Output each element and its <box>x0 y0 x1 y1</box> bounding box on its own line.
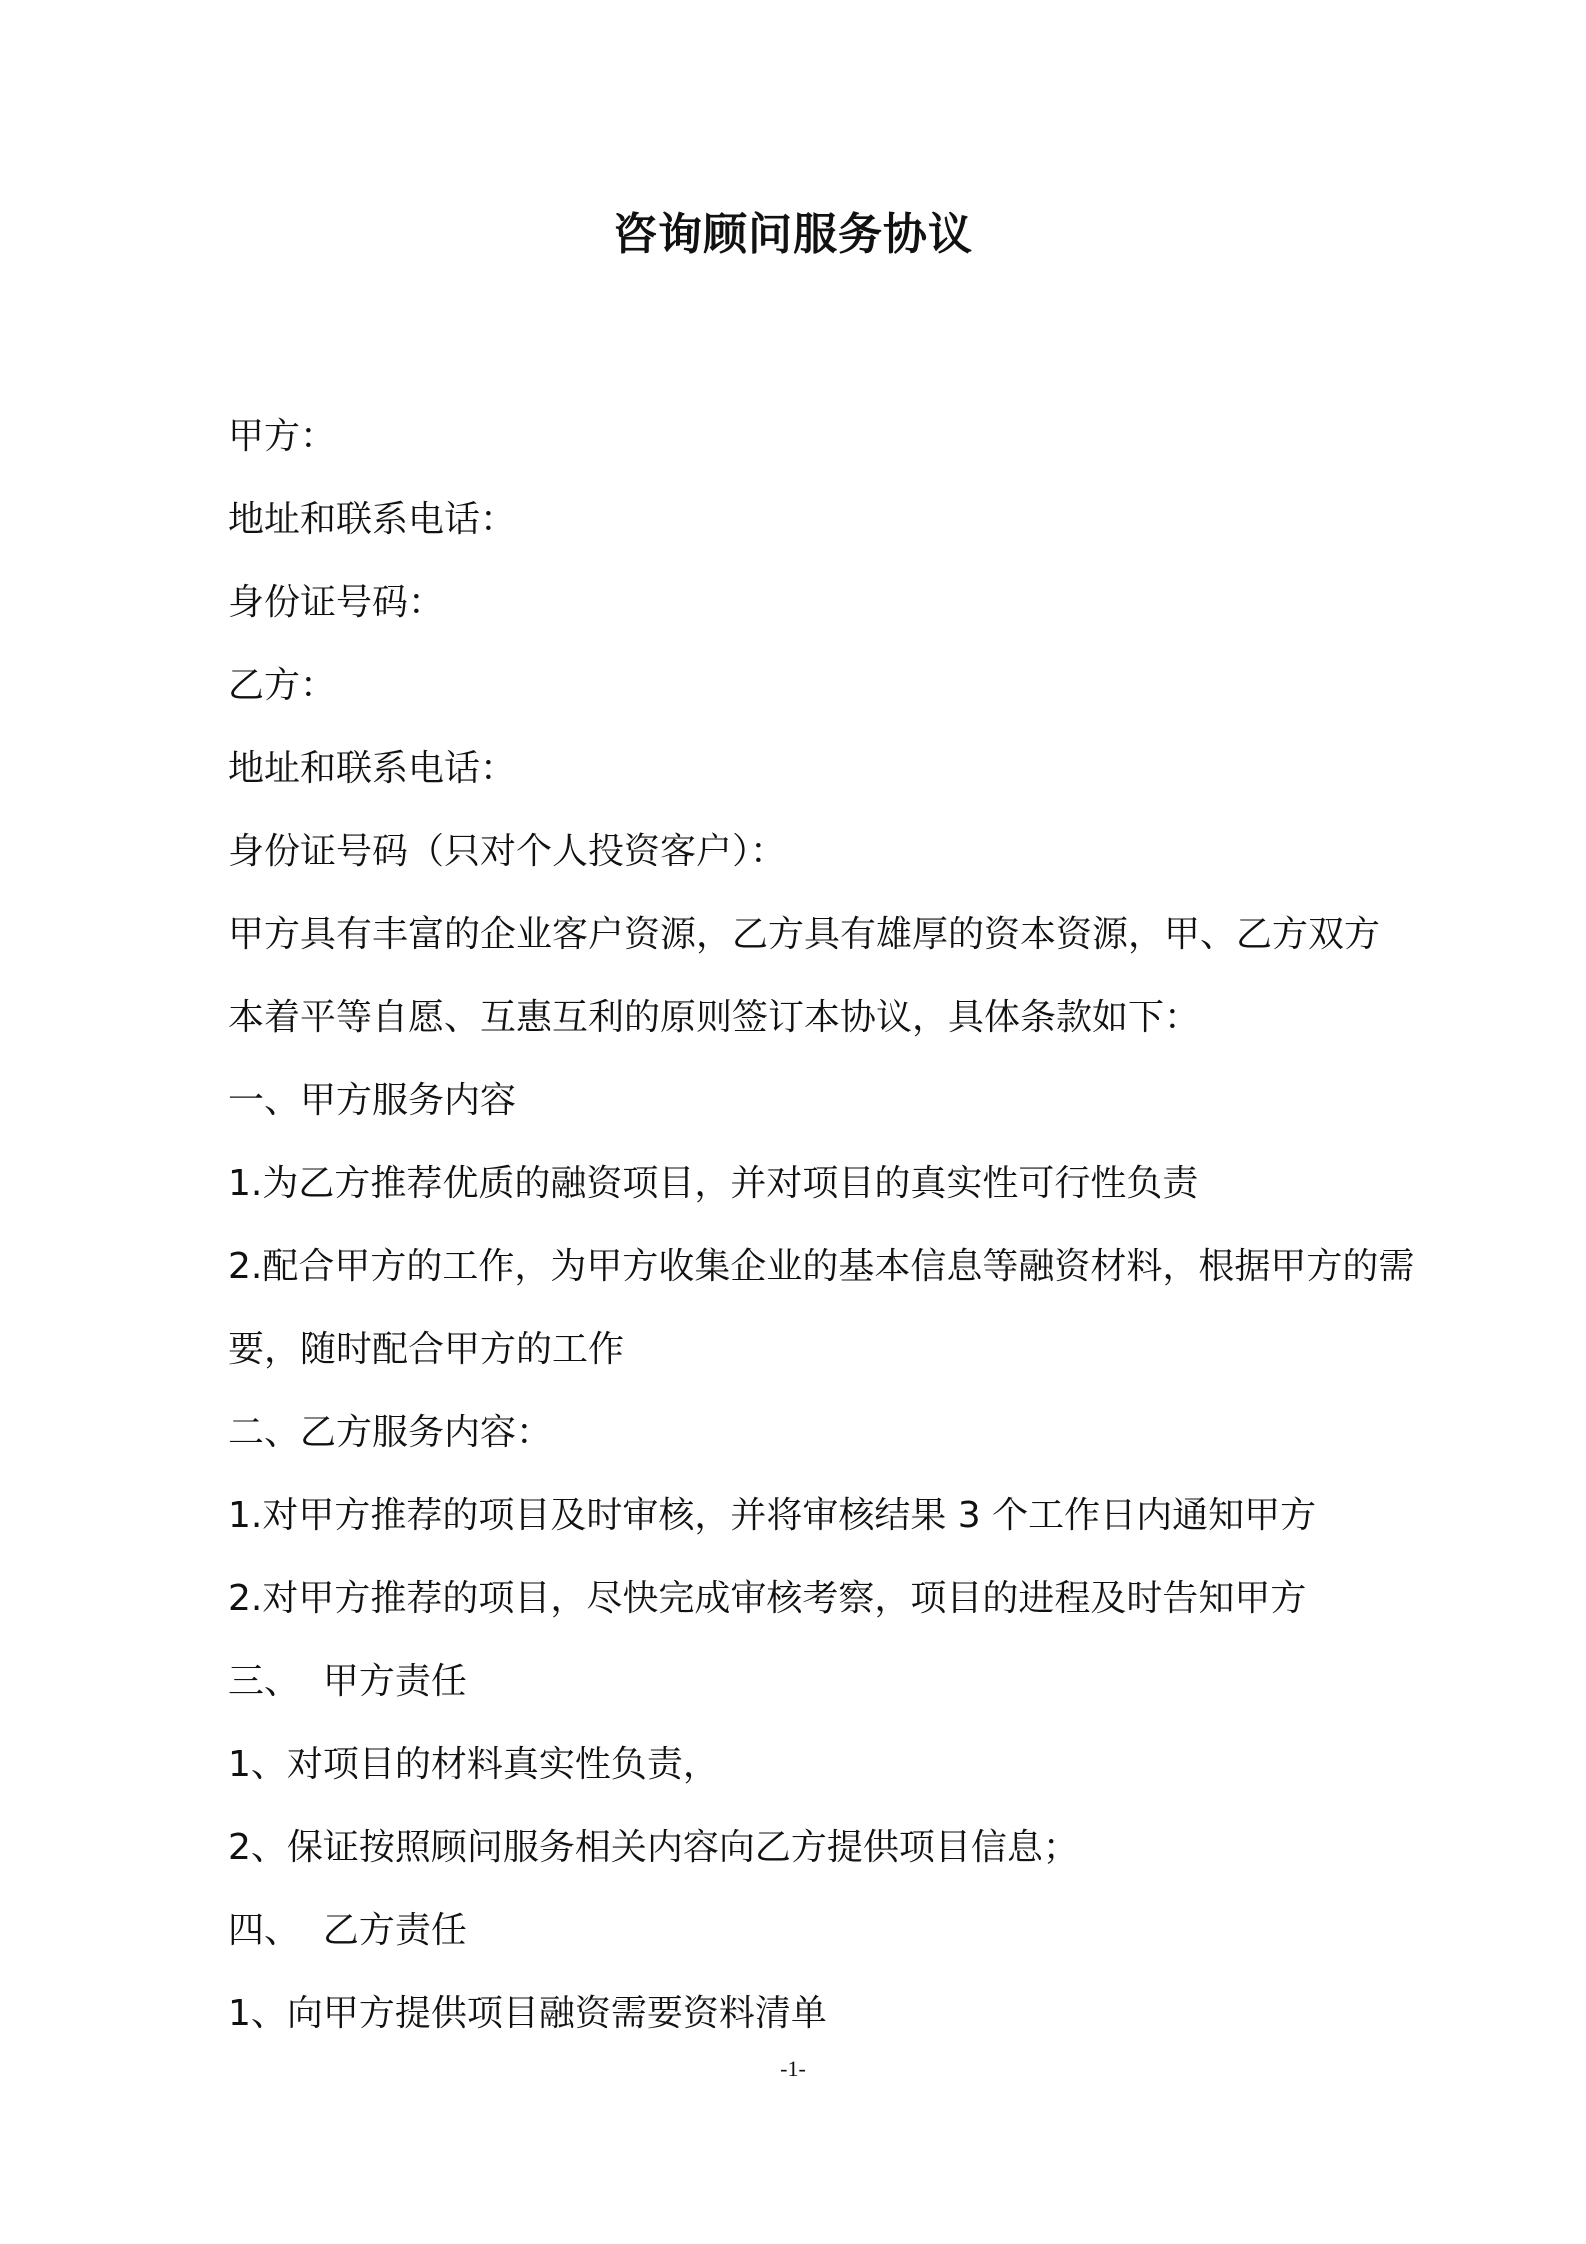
intro-paragraph-line: 本着平等自愿、互惠互利的原则签订本协议，具体条款如下： <box>228 997 1201 1038</box>
clause-line: 1.为乙方推荐优质的融资项目，并对项目的真实性可行性负责 <box>228 1163 1199 1204</box>
section-heading: 三、 甲方责任 <box>228 1661 467 1702</box>
clause-line: 1、对项目的材料真实性负责， <box>228 1744 719 1785</box>
intro-paragraph-line: 甲方具有丰富的企业客户资源，乙方具有雄厚的资本资源，甲、乙方双方 <box>228 914 1381 955</box>
section-heading: 一、甲方服务内容 <box>228 1080 517 1121</box>
clause-line: 2.对甲方推荐的项目，尽快完成审核考察，项目的进程及时告知甲方 <box>228 1578 1307 1619</box>
party-a-line: 甲方： <box>228 416 337 457</box>
document-title: 咨询顾问服务协议 <box>613 209 973 260</box>
clause-line: 1.对甲方推荐的项目及时审核，并将审核结果 3 个工作日内通知甲方 <box>228 1495 1317 1536</box>
party-a-address-line: 地址和联系电话： <box>228 499 517 540</box>
party-a-id-line: 身份证号码： <box>228 582 445 623</box>
clause-line: 1、向甲方提供项目融资需要资料清单 <box>228 1993 827 2034</box>
party-b-id-line: 身份证号码（只对个人投资客户）： <box>228 831 787 872</box>
section-heading: 四、 乙方责任 <box>228 1910 467 1951</box>
section-heading: 二、乙方服务内容： <box>228 1412 553 1453</box>
clause-line: 2.配合甲方的工作，为甲方收集企业的基本信息等融资材料，根据甲方的需 <box>228 1246 1415 1287</box>
document-body <box>228 395 1458 2055</box>
clause-line: 2、保证按照顾问服务相关内容向乙方提供项目信息； <box>228 1827 1079 1868</box>
party-b-address-line: 地址和联系电话： <box>228 748 517 789</box>
party-b-line: 乙方： <box>228 665 337 706</box>
clause-line: 要，随时配合甲方的工作 <box>228 1329 625 1370</box>
page-number: -1- <box>780 2056 806 2081</box>
